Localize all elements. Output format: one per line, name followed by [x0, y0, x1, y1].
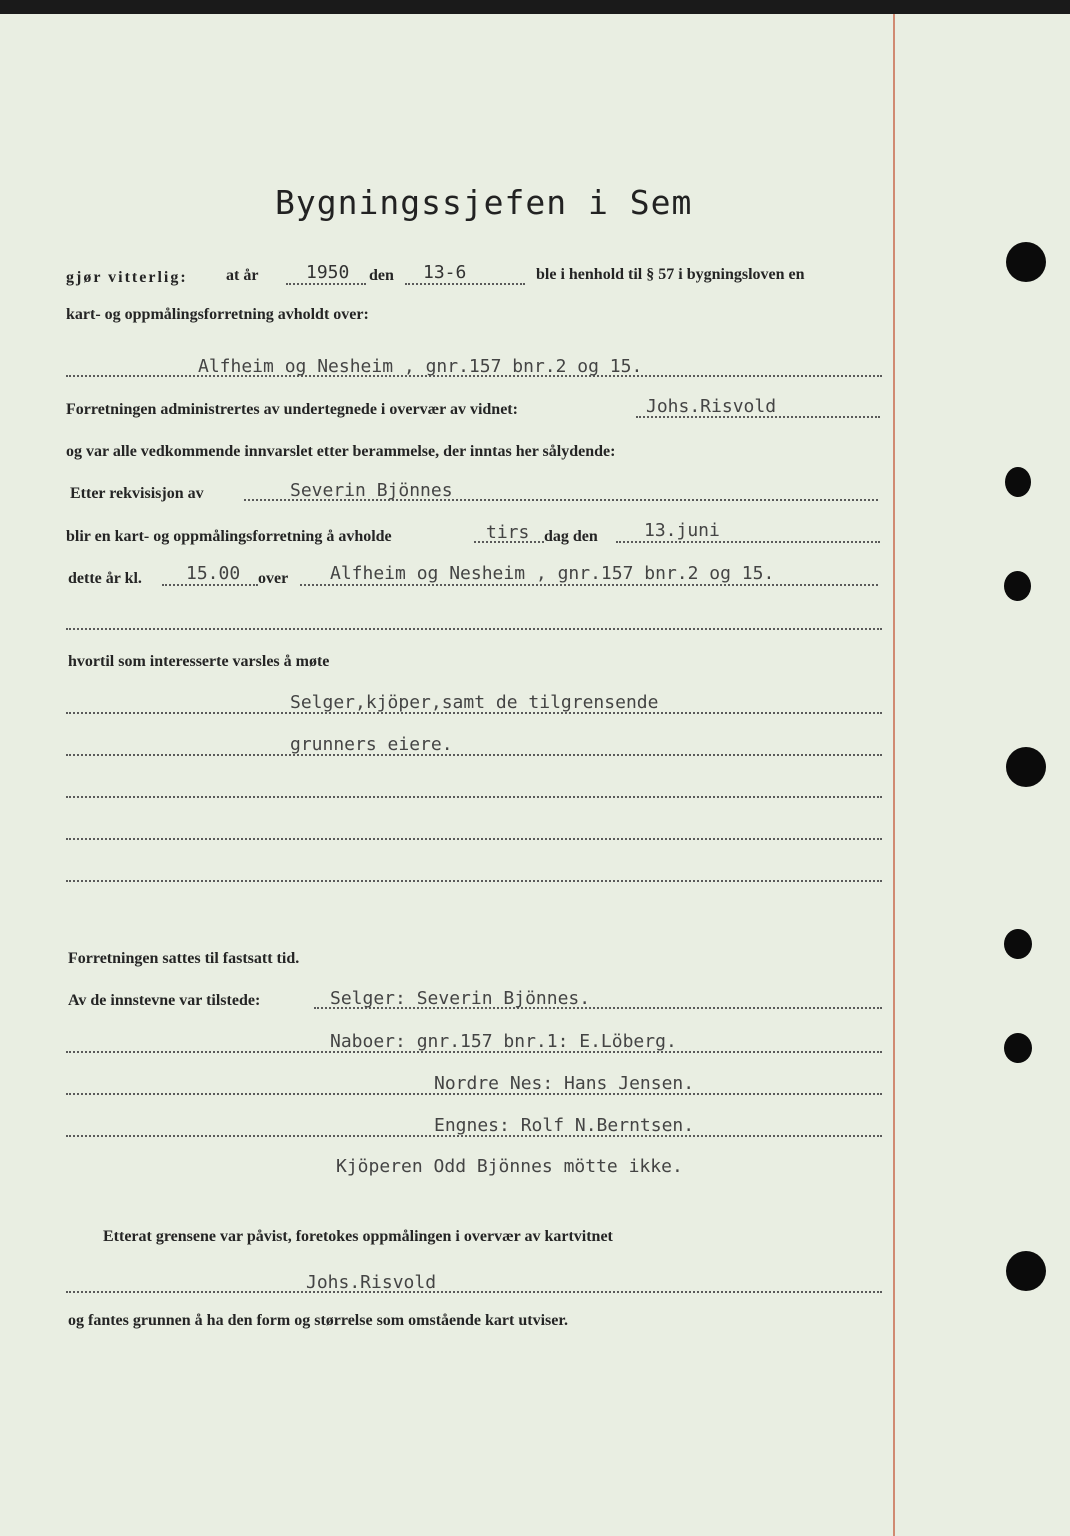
requisition-value: Severin Bjönnes	[290, 480, 453, 501]
page-title: Bygningssjefen i Sem	[275, 183, 693, 222]
margin-line	[893, 14, 895, 1536]
interested-line	[66, 754, 882, 756]
set-time-text: Forretningen sattes til fastsatt tid.	[68, 950, 300, 967]
present-entry: Selger: Severin Bjönnes.	[330, 988, 591, 1009]
present-entry: Nordre Nes: Hans Jensen.	[434, 1073, 695, 1094]
scan-border	[0, 0, 1070, 14]
time-over: over	[258, 570, 289, 587]
binder-hole	[1005, 467, 1031, 497]
after-text: Etterat grensene var påvist, foretokes oppmålingen i overvær av kartvitnet	[103, 1228, 613, 1245]
binder-hole	[1006, 1251, 1046, 1291]
blank-line	[66, 628, 882, 630]
blank-line	[66, 880, 882, 882]
present-entry: Naboer: gnr.157 bnr.1: E.Löberg.	[330, 1031, 677, 1052]
closing-text: og fantes grunnen å ha den form og størrelse som omstående kart utviser.	[68, 1312, 568, 1329]
held-date-value: 13.juni	[644, 520, 720, 541]
blank-line	[66, 838, 882, 840]
line1-den: den	[369, 267, 394, 284]
requisition-label: Etter rekvisisjon av	[70, 485, 204, 502]
held-dag-den: dag den	[544, 528, 598, 545]
line2-text: kart- og oppmålingsforretning avholdt over:	[66, 306, 369, 323]
held-date-field	[616, 541, 880, 543]
binder-hole	[1004, 1033, 1032, 1063]
present-entry: Engnes: Rolf N.Berntsen.	[434, 1115, 695, 1136]
administered-label: Forretningen administrertes av undertegnede i overvær av vidnet:	[66, 401, 518, 418]
place-field	[300, 584, 878, 586]
binder-hole	[1006, 242, 1046, 282]
witness-value: Johs.Risvold	[646, 396, 777, 417]
year-field	[286, 283, 366, 285]
time-label: dette år kl.	[68, 570, 142, 587]
present-label: Av de innstevne var tilstede:	[68, 992, 261, 1009]
day-value: tirs	[486, 522, 530, 543]
year-value: 1950	[306, 262, 350, 283]
map-witness-field	[66, 1291, 882, 1293]
line1-suffix: ble i henhold til § 57 i bygningsloven en	[536, 266, 805, 283]
date-value: 13-6	[423, 262, 467, 283]
binder-hole	[1004, 929, 1032, 959]
time-field	[162, 584, 258, 586]
line1-prefix: gjør vitterlig:	[66, 269, 188, 286]
blank-line	[66, 796, 882, 798]
interested-text: Selger,kjöper,samt de tilgrensende	[290, 692, 659, 713]
line1-at-aar: at år	[226, 267, 259, 284]
map-witness-value: Johs.Risvold	[306, 1272, 437, 1293]
time-value: 15.00	[186, 563, 241, 584]
interested-label: hvortil som interesserte varsles å møte	[68, 653, 330, 670]
binder-hole	[1004, 571, 1031, 601]
place-value: Alfheim og Nesheim , gnr.157 bnr.2 og 15.	[330, 563, 775, 584]
held-label: blir en kart- og oppmålingsforretning å avholde	[66, 528, 392, 545]
notified-text: og var alle vedkommende innvarslet etter berammelse, der inntas her sålydende:	[66, 443, 616, 460]
date-field	[405, 283, 525, 285]
binder-hole	[1006, 747, 1046, 787]
present-entry: Kjöperen Odd Bjönnes mötte ikke.	[336, 1156, 683, 1177]
property-value: Alfheim og Nesheim , gnr.157 bnr.2 og 15.	[198, 356, 643, 377]
interested-text: grunners eiere.	[290, 734, 453, 755]
